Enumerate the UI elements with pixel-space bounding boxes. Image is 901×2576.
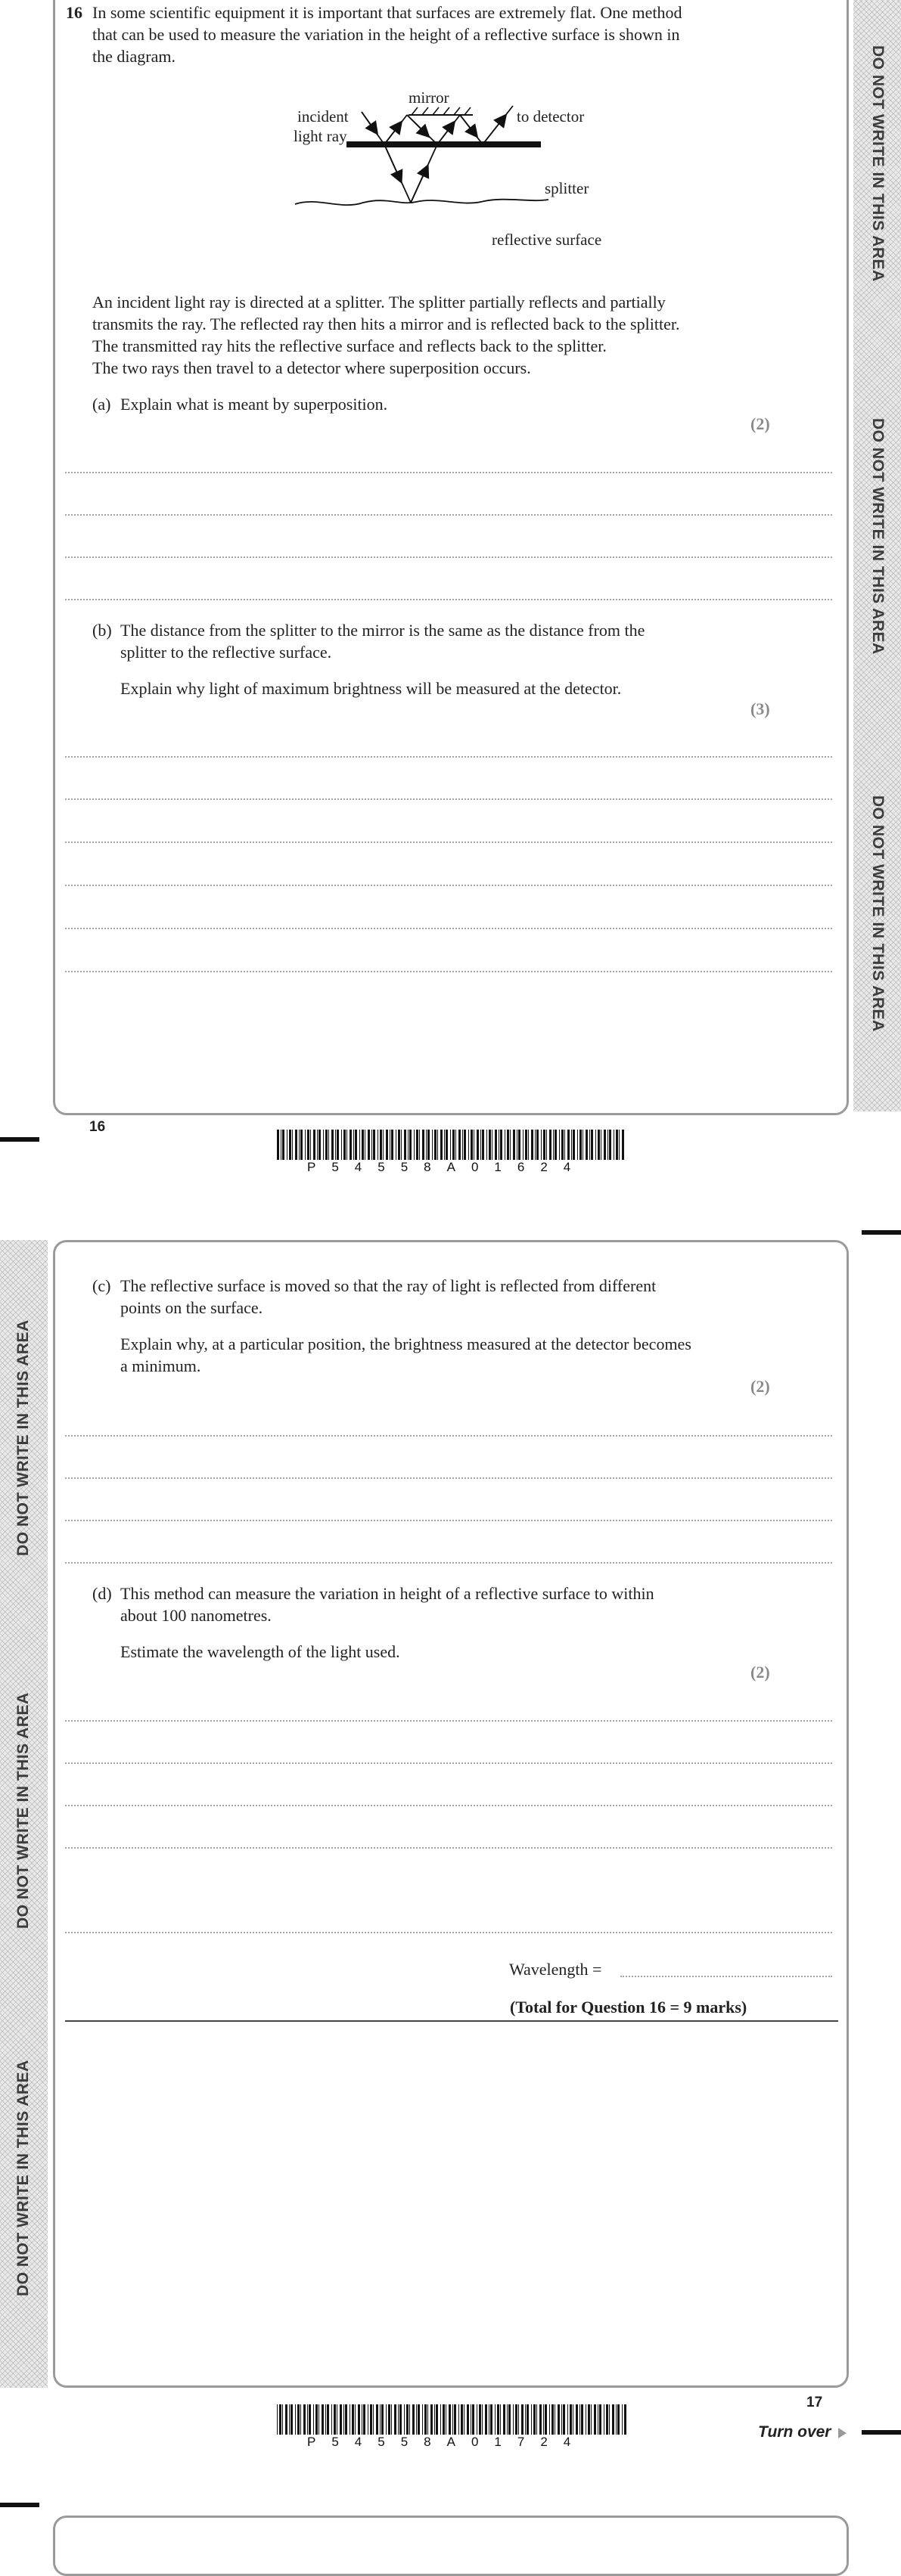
end-of-question-rule — [65, 2020, 838, 2022]
do-not-write-notice: DO NOT WRITE IN THIS AREA — [14, 2060, 32, 2296]
barcode-digits: P54558A01724 — [307, 2435, 587, 2449]
answer-line[interactable] — [65, 1477, 832, 1479]
do-not-write-notice: DO NOT WRITE IN THIS AREA — [14, 1692, 32, 1929]
diagram-label-splitter: splitter — [545, 179, 589, 197]
answer-line[interactable] — [65, 842, 832, 843]
answer-line[interactable] — [65, 472, 832, 473]
intro-line-1: In some scientific equipment it is important that surfaces are extremely flat. One method — [92, 3, 682, 22]
part-b-line-2: splitter to the reflective surface. — [120, 643, 332, 662]
part-a-label: (a) — [92, 395, 111, 414]
answer-line[interactable] — [65, 1805, 832, 1806]
part-b-marks: (3) — [750, 699, 770, 718]
part-a-text: Explain what is meant by superposition. — [120, 395, 388, 414]
next-page-frame — [53, 2516, 849, 2576]
crop-mark — [0, 2503, 39, 2507]
barcode — [277, 1130, 626, 1160]
diagram-label-incident: incident — [297, 107, 349, 126]
page-17-frame — [53, 1240, 849, 2388]
barcode-digits: P54558A01624 — [307, 1160, 587, 1174]
barcode — [277, 2404, 626, 2435]
crop-mark — [0, 1137, 39, 1142]
intro-line-3: the diagram. — [92, 47, 176, 66]
answer-line[interactable] — [65, 1562, 832, 1564]
answer-line[interactable] — [65, 556, 832, 558]
answer-line[interactable] — [65, 1932, 832, 1933]
part-c-label: (c) — [92, 1276, 111, 1295]
part-b-label: (b) — [92, 621, 112, 640]
answer-line[interactable] — [65, 1720, 832, 1722]
answer-line[interactable] — [65, 1847, 832, 1849]
answer-line[interactable] — [65, 1520, 832, 1521]
part-d-marks: (2) — [750, 1663, 770, 1682]
part-c-line-3: Explain why, at a particular position, the brightness measured at the detector becomes — [120, 1334, 691, 1353]
crop-mark — [862, 1230, 901, 1235]
answer-line[interactable] — [65, 1435, 832, 1437]
turn-over-label: Turn over — [758, 2423, 831, 2441]
page-number: 16 — [89, 1119, 106, 1135]
question-total: (Total for Question 16 = 9 marks) — [510, 1998, 747, 2016]
answer-line[interactable] — [65, 885, 832, 886]
part-d-line-3: Estimate the wavelength of the light used. — [120, 1642, 400, 1661]
diagram-label-to-detector: to detector — [517, 107, 585, 126]
part-d-line-2: about 100 nanometres. — [120, 1606, 272, 1625]
do-not-write-notice: DO NOT WRITE IN THIS AREA — [14, 1319, 32, 1556]
diagram-label-light-ray: light ray — [294, 127, 347, 145]
part-d-label: (d) — [92, 1584, 112, 1603]
part-c-marks: (2) — [750, 1377, 770, 1396]
crop-mark — [862, 2430, 901, 2435]
answer-line[interactable] — [65, 928, 832, 929]
para-line-2: transmits the ray. The reflected ray then hits a mirror and is reflected back to the splitter. — [92, 315, 680, 333]
do-not-write-notice: DO NOT WRITE IN THIS AREA — [869, 418, 887, 655]
question-number: 16 — [66, 3, 82, 22]
page-number: 17 — [806, 2395, 823, 2410]
answer-line[interactable] — [65, 756, 832, 758]
answer-line[interactable] — [65, 1762, 832, 1764]
part-d-line-1: This method can measure the variation in height of a reflective surface to within — [120, 1584, 654, 1603]
diagram-label-mirror: mirror — [409, 88, 449, 107]
wavelength-answer-line[interactable] — [620, 1976, 832, 1977]
do-not-write-notice: DO NOT WRITE IN THIS AREA — [869, 795, 887, 1032]
part-b-line-1: The distance from the splitter to the mirror is the same as the distance from the — [120, 621, 645, 640]
turn-over-arrow-icon — [838, 2428, 847, 2438]
para-line-3: The transmitted ray hits the reflective surface and reflects back to the splitter. — [92, 336, 607, 355]
part-c-line-1: The reflective surface is moved so that the ray of light is reflected from different — [120, 1276, 657, 1295]
answer-line[interactable] — [65, 514, 832, 516]
intro-line-2: that can be used to measure the variation in the height of a reflective surface is shown in — [92, 25, 680, 44]
para-line-4: The two rays then travel to a detector where superposition occurs. — [92, 358, 531, 377]
part-c-line-2: points on the surface. — [120, 1298, 263, 1317]
answer-line[interactable] — [65, 798, 832, 800]
part-b-line-3: Explain why light of maximum brightness will be measured at the detector. — [120, 679, 622, 698]
part-a-marks: (2) — [750, 414, 770, 433]
part-c-line-4: a minimum. — [120, 1356, 201, 1375]
answer-line[interactable] — [65, 971, 832, 972]
para-line-1: An incident light ray is directed at a splitter. The splitter partially reflects and partially — [92, 293, 666, 312]
do-not-write-notice: DO NOT WRITE IN THIS AREA — [869, 45, 887, 282]
wavelength-label: Wavelength = — [509, 1960, 602, 1979]
diagram-label-reflective-surface: reflective surface — [492, 231, 602, 249]
answer-line[interactable] — [65, 599, 832, 600]
